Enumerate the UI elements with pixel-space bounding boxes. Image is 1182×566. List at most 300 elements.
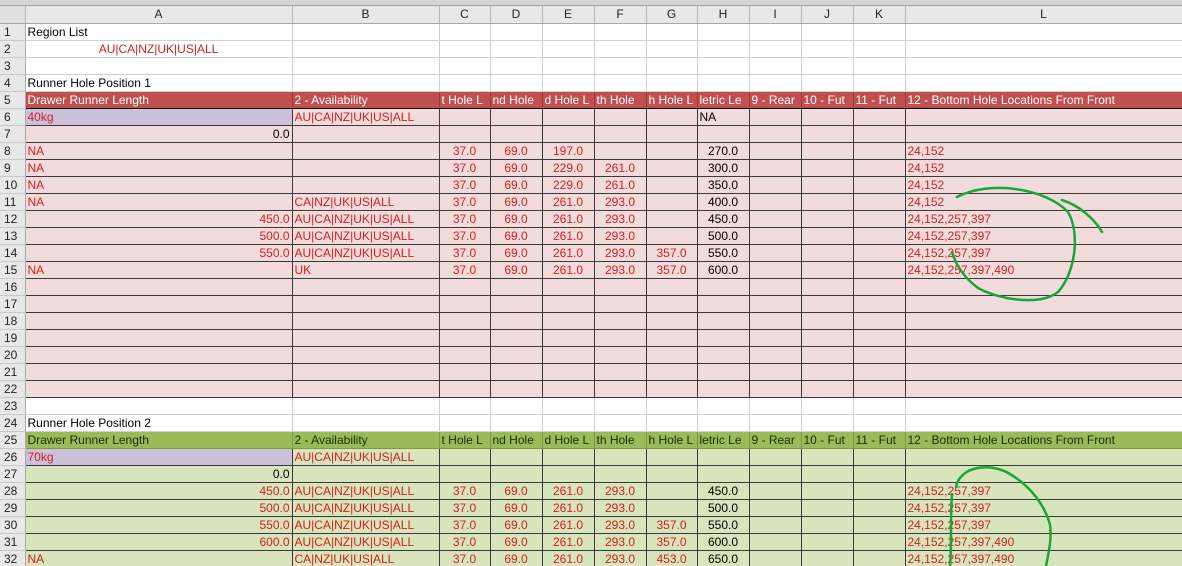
- column-header-A[interactable]: A: [25, 6, 292, 23]
- cell-I26[interactable]: [749, 448, 801, 465]
- cell-K9[interactable]: [853, 159, 905, 176]
- cell-G18[interactable]: [646, 312, 697, 329]
- cell-A4[interactable]: Runner Hole Position 1: [25, 74, 292, 91]
- cell-F7[interactable]: [594, 125, 646, 142]
- cell-K1[interactable]: [853, 23, 905, 40]
- cell-C13[interactable]: 37.0: [439, 227, 490, 244]
- cell-D24[interactable]: [490, 414, 542, 431]
- cell-F27[interactable]: [594, 465, 646, 482]
- cell-I14[interactable]: [749, 244, 801, 261]
- cell-J28[interactable]: [801, 482, 853, 499]
- row-header[interactable]: 6: [0, 108, 25, 125]
- cell-D26[interactable]: [490, 448, 542, 465]
- cell-C30[interactable]: 37.0: [439, 516, 490, 533]
- cell-E14[interactable]: 261.0: [542, 244, 594, 261]
- cell-C25[interactable]: t Hole L: [439, 431, 490, 448]
- cell-I28[interactable]: [749, 482, 801, 499]
- row-header[interactable]: 16: [0, 278, 25, 295]
- row-header[interactable]: 7: [0, 125, 25, 142]
- cell-L23[interactable]: [905, 397, 1182, 414]
- cell-C1[interactable]: [439, 23, 490, 40]
- cell-F13[interactable]: 293.0: [594, 227, 646, 244]
- cell-F19[interactable]: [594, 329, 646, 346]
- cell-F26[interactable]: [594, 448, 646, 465]
- cell-H23[interactable]: [697, 397, 749, 414]
- row-header[interactable]: 29: [0, 499, 25, 516]
- cell-E20[interactable]: [542, 346, 594, 363]
- cell-J32[interactable]: [801, 550, 853, 566]
- cell-A24[interactable]: Runner Hole Position 2: [25, 414, 292, 431]
- cell-H32[interactable]: 650.0: [697, 550, 749, 566]
- cell-E19[interactable]: [542, 329, 594, 346]
- cell-A21[interactable]: [25, 363, 292, 380]
- column-header-C[interactable]: C: [439, 6, 490, 23]
- cell-L2[interactable]: [905, 40, 1182, 57]
- cell-I29[interactable]: [749, 499, 801, 516]
- row-header[interactable]: 15: [0, 261, 25, 278]
- row-header[interactable]: 26: [0, 448, 25, 465]
- cell-J26[interactable]: [801, 448, 853, 465]
- cell-D13[interactable]: 69.0: [490, 227, 542, 244]
- cell-I27[interactable]: [749, 465, 801, 482]
- cell-H24[interactable]: [697, 414, 749, 431]
- cell-A31[interactable]: 600.0: [25, 533, 292, 550]
- cell-F14[interactable]: 293.0: [594, 244, 646, 261]
- cell-C23[interactable]: [439, 397, 490, 414]
- row-header[interactable]: 1: [0, 23, 25, 40]
- row-header[interactable]: 24: [0, 414, 25, 431]
- cell-J27[interactable]: [801, 465, 853, 482]
- cell-A11[interactable]: NA: [25, 193, 292, 210]
- cell-A15[interactable]: NA: [25, 261, 292, 278]
- cell-D18[interactable]: [490, 312, 542, 329]
- row-header[interactable]: 27: [0, 465, 25, 482]
- cell-E5[interactable]: d Hole L: [542, 91, 594, 108]
- cell-F4[interactable]: [594, 74, 646, 91]
- cell-C4[interactable]: [439, 74, 490, 91]
- cell-J2[interactable]: [801, 40, 853, 57]
- cell-C8[interactable]: 37.0: [439, 142, 490, 159]
- cell-F24[interactable]: [594, 414, 646, 431]
- cell-J8[interactable]: [801, 142, 853, 159]
- row-header[interactable]: 9: [0, 159, 25, 176]
- cell-D25[interactable]: nd Hole: [490, 431, 542, 448]
- cell-I7[interactable]: [749, 125, 801, 142]
- cell-J18[interactable]: [801, 312, 853, 329]
- cell-G14[interactable]: 357.0: [646, 244, 697, 261]
- cell-C26[interactable]: [439, 448, 490, 465]
- cell-E1[interactable]: [542, 23, 594, 40]
- cell-L4[interactable]: [905, 74, 1182, 91]
- cell-C19[interactable]: [439, 329, 490, 346]
- cell-B27[interactable]: [292, 465, 439, 482]
- cell-K29[interactable]: [853, 499, 905, 516]
- row-header[interactable]: 4: [0, 74, 25, 91]
- cell-A8[interactable]: NA: [25, 142, 292, 159]
- cell-D8[interactable]: 69.0: [490, 142, 542, 159]
- cell-J5[interactable]: 10 - Fut: [801, 91, 853, 108]
- cell-A32[interactable]: NA: [25, 550, 292, 566]
- cell-F2[interactable]: [594, 40, 646, 57]
- cell-H15[interactable]: 600.0: [697, 261, 749, 278]
- cell-H22[interactable]: [697, 380, 749, 397]
- cell-L13[interactable]: 24,152,257,397: [905, 227, 1182, 244]
- cell-K8[interactable]: [853, 142, 905, 159]
- select-all-corner[interactable]: [0, 6, 25, 23]
- cell-B21[interactable]: [292, 363, 439, 380]
- cell-H28[interactable]: 450.0: [697, 482, 749, 499]
- cell-G1[interactable]: [646, 23, 697, 40]
- cell-G4[interactable]: [646, 74, 697, 91]
- cell-I5[interactable]: 9 - Rear: [749, 91, 801, 108]
- cell-C2[interactable]: [439, 40, 490, 57]
- cell-I23[interactable]: [749, 397, 801, 414]
- cell-B25[interactable]: 2 - Availability: [292, 431, 439, 448]
- cell-B4[interactable]: [292, 74, 439, 91]
- cell-H4[interactable]: [697, 74, 749, 91]
- cell-I18[interactable]: [749, 312, 801, 329]
- cell-B10[interactable]: [292, 176, 439, 193]
- cell-D22[interactable]: [490, 380, 542, 397]
- row-header[interactable]: 28: [0, 482, 25, 499]
- cell-B24[interactable]: [292, 414, 439, 431]
- cell-G2[interactable]: [646, 40, 697, 57]
- cell-K6[interactable]: [853, 108, 905, 125]
- cell-H12[interactable]: 450.0: [697, 210, 749, 227]
- cell-L28[interactable]: 24,152,257,397: [905, 482, 1182, 499]
- cell-J11[interactable]: [801, 193, 853, 210]
- cell-L6[interactable]: [905, 108, 1182, 125]
- cell-D9[interactable]: 69.0: [490, 159, 542, 176]
- cell-A1[interactable]: Region List: [25, 23, 292, 40]
- cell-D5[interactable]: nd Hole: [490, 91, 542, 108]
- cell-K32[interactable]: [853, 550, 905, 566]
- row-header[interactable]: 32: [0, 550, 25, 566]
- cell-J16[interactable]: [801, 278, 853, 295]
- cell-D4[interactable]: [490, 74, 542, 91]
- row-header[interactable]: 20: [0, 346, 25, 363]
- cell-B15[interactable]: UK: [292, 261, 439, 278]
- cell-F6[interactable]: [594, 108, 646, 125]
- cell-C20[interactable]: [439, 346, 490, 363]
- cell-I12[interactable]: [749, 210, 801, 227]
- cell-E4[interactable]: [542, 74, 594, 91]
- cell-B31[interactable]: AU|CA|NZ|UK|US|ALL: [292, 533, 439, 550]
- cell-K25[interactable]: 11 - Fut: [853, 431, 905, 448]
- cell-C17[interactable]: [439, 295, 490, 312]
- cell-L14[interactable]: 24,152,257,397: [905, 244, 1182, 261]
- cell-I22[interactable]: [749, 380, 801, 397]
- cell-G27[interactable]: [646, 465, 697, 482]
- cell-C31[interactable]: 37.0: [439, 533, 490, 550]
- cell-B11[interactable]: CA|NZ|UK|US|ALL: [292, 193, 439, 210]
- cell-G19[interactable]: [646, 329, 697, 346]
- cell-H14[interactable]: 550.0: [697, 244, 749, 261]
- cell-D28[interactable]: 69.0: [490, 482, 542, 499]
- cell-C22[interactable]: [439, 380, 490, 397]
- cell-L8[interactable]: 24,152: [905, 142, 1182, 159]
- cell-A10[interactable]: NA: [25, 176, 292, 193]
- cell-K19[interactable]: [853, 329, 905, 346]
- cell-H5[interactable]: letric Le: [697, 91, 749, 108]
- cell-G5[interactable]: h Hole L: [646, 91, 697, 108]
- cell-F29[interactable]: 293.0: [594, 499, 646, 516]
- row-header[interactable]: 3: [0, 57, 25, 74]
- cell-H10[interactable]: 350.0: [697, 176, 749, 193]
- cell-K10[interactable]: [853, 176, 905, 193]
- cell-L29[interactable]: 24,152,257,397: [905, 499, 1182, 516]
- cell-J10[interactable]: [801, 176, 853, 193]
- cell-C10[interactable]: 37.0: [439, 176, 490, 193]
- cell-F23[interactable]: [594, 397, 646, 414]
- cell-G22[interactable]: [646, 380, 697, 397]
- cell-D16[interactable]: [490, 278, 542, 295]
- cell-B26[interactable]: AU|CA|NZ|UK|US|ALL: [292, 448, 439, 465]
- row-header[interactable]: 21: [0, 363, 25, 380]
- cell-F22[interactable]: [594, 380, 646, 397]
- cell-D27[interactable]: [490, 465, 542, 482]
- column-header-G[interactable]: G: [646, 6, 697, 23]
- column-header-B[interactable]: B: [292, 6, 439, 23]
- cell-A9[interactable]: NA: [25, 159, 292, 176]
- cell-B32[interactable]: CA|NZ|UK|US|ALL: [292, 550, 439, 566]
- cell-L22[interactable]: [905, 380, 1182, 397]
- cell-H27[interactable]: [697, 465, 749, 482]
- cell-A6[interactable]: 40kg: [25, 108, 292, 125]
- cell-L5[interactable]: 12 - Bottom Hole Locations From Front: [905, 91, 1182, 108]
- cell-I9[interactable]: [749, 159, 801, 176]
- cell-G3[interactable]: [646, 57, 697, 74]
- cell-G23[interactable]: [646, 397, 697, 414]
- cell-A18[interactable]: [25, 312, 292, 329]
- cell-C7[interactable]: [439, 125, 490, 142]
- cell-E9[interactable]: 229.0: [542, 159, 594, 176]
- cell-K12[interactable]: [853, 210, 905, 227]
- cell-A14[interactable]: 550.0: [25, 244, 292, 261]
- cell-I8[interactable]: [749, 142, 801, 159]
- cell-H21[interactable]: [697, 363, 749, 380]
- cell-B19[interactable]: [292, 329, 439, 346]
- row-header[interactable]: 30: [0, 516, 25, 533]
- cell-I10[interactable]: [749, 176, 801, 193]
- cell-A3[interactable]: [25, 57, 292, 74]
- cell-J6[interactable]: [801, 108, 853, 125]
- cell-F30[interactable]: 293.0: [594, 516, 646, 533]
- cell-H9[interactable]: 300.0: [697, 159, 749, 176]
- cell-B29[interactable]: AU|CA|NZ|UK|US|ALL: [292, 499, 439, 516]
- cell-G11[interactable]: [646, 193, 697, 210]
- cell-J22[interactable]: [801, 380, 853, 397]
- cell-J1[interactable]: [801, 23, 853, 40]
- cell-E26[interactable]: [542, 448, 594, 465]
- cell-A29[interactable]: 500.0: [25, 499, 292, 516]
- cell-G26[interactable]: [646, 448, 697, 465]
- row-header[interactable]: 22: [0, 380, 25, 397]
- cell-A16[interactable]: [25, 278, 292, 295]
- cell-I25[interactable]: 9 - Rear: [749, 431, 801, 448]
- cell-F17[interactable]: [594, 295, 646, 312]
- cell-C5[interactable]: t Hole L: [439, 91, 490, 108]
- cell-I17[interactable]: [749, 295, 801, 312]
- cell-B13[interactable]: AU|CA|NZ|UK|US|ALL: [292, 227, 439, 244]
- cell-A26[interactable]: 70kg: [25, 448, 292, 465]
- cell-E6[interactable]: [542, 108, 594, 125]
- cell-K24[interactable]: [853, 414, 905, 431]
- cell-E25[interactable]: d Hole L: [542, 431, 594, 448]
- cell-L10[interactable]: 24,152: [905, 176, 1182, 193]
- cell-L3[interactable]: [905, 57, 1182, 74]
- cell-G30[interactable]: 357.0: [646, 516, 697, 533]
- cell-I2[interactable]: [749, 40, 801, 57]
- cell-L7[interactable]: [905, 125, 1182, 142]
- cell-K26[interactable]: [853, 448, 905, 465]
- cell-L9[interactable]: 24,152: [905, 159, 1182, 176]
- cell-E32[interactable]: 261.0: [542, 550, 594, 566]
- cell-F32[interactable]: 293.0: [594, 550, 646, 566]
- cell-J21[interactable]: [801, 363, 853, 380]
- cell-E31[interactable]: 261.0: [542, 533, 594, 550]
- cell-I15[interactable]: [749, 261, 801, 278]
- cell-D29[interactable]: 69.0: [490, 499, 542, 516]
- cell-C24[interactable]: [439, 414, 490, 431]
- cell-I32[interactable]: [749, 550, 801, 566]
- cell-A23[interactable]: [25, 397, 292, 414]
- cell-L11[interactable]: 24,152: [905, 193, 1182, 210]
- cell-F25[interactable]: th Hole: [594, 431, 646, 448]
- cell-H8[interactable]: 270.0: [697, 142, 749, 159]
- cell-H3[interactable]: [697, 57, 749, 74]
- cell-H16[interactable]: [697, 278, 749, 295]
- cell-J23[interactable]: [801, 397, 853, 414]
- cell-L19[interactable]: [905, 329, 1182, 346]
- cell-L16[interactable]: [905, 278, 1182, 295]
- cell-J31[interactable]: [801, 533, 853, 550]
- cell-K28[interactable]: [853, 482, 905, 499]
- cell-L31[interactable]: 24,152,257,397,490: [905, 533, 1182, 550]
- cell-B30[interactable]: AU|CA|NZ|UK|US|ALL: [292, 516, 439, 533]
- cell-G24[interactable]: [646, 414, 697, 431]
- cell-E30[interactable]: 261.0: [542, 516, 594, 533]
- cell-F20[interactable]: [594, 346, 646, 363]
- cell-G6[interactable]: [646, 108, 697, 125]
- cell-B18[interactable]: [292, 312, 439, 329]
- cell-C28[interactable]: 37.0: [439, 482, 490, 499]
- cell-F28[interactable]: 293.0: [594, 482, 646, 499]
- cell-G29[interactable]: [646, 499, 697, 516]
- cell-G8[interactable]: [646, 142, 697, 159]
- row-header[interactable]: 11: [0, 193, 25, 210]
- cell-D23[interactable]: [490, 397, 542, 414]
- cell-E7[interactable]: [542, 125, 594, 142]
- cell-I6[interactable]: [749, 108, 801, 125]
- cell-L12[interactable]: 24,152,257,397: [905, 210, 1182, 227]
- row-header[interactable]: 10: [0, 176, 25, 193]
- cell-D17[interactable]: [490, 295, 542, 312]
- cell-C29[interactable]: 37.0: [439, 499, 490, 516]
- cell-L18[interactable]: [905, 312, 1182, 329]
- row-header[interactable]: 31: [0, 533, 25, 550]
- cell-I21[interactable]: [749, 363, 801, 380]
- cell-E10[interactable]: 229.0: [542, 176, 594, 193]
- cell-H31[interactable]: 600.0: [697, 533, 749, 550]
- cell-D20[interactable]: [490, 346, 542, 363]
- cell-I1[interactable]: [749, 23, 801, 40]
- cell-C11[interactable]: 37.0: [439, 193, 490, 210]
- cell-B8[interactable]: [292, 142, 439, 159]
- cell-K7[interactable]: [853, 125, 905, 142]
- cell-A20[interactable]: [25, 346, 292, 363]
- cell-A17[interactable]: [25, 295, 292, 312]
- row-header[interactable]: 2: [0, 40, 25, 57]
- cell-H19[interactable]: [697, 329, 749, 346]
- cell-I20[interactable]: [749, 346, 801, 363]
- cell-A27[interactable]: 0.0: [25, 465, 292, 482]
- cell-E21[interactable]: [542, 363, 594, 380]
- cell-J17[interactable]: [801, 295, 853, 312]
- cell-H17[interactable]: [697, 295, 749, 312]
- cell-J25[interactable]: 10 - Fut: [801, 431, 853, 448]
- cell-K4[interactable]: [853, 74, 905, 91]
- cell-B9[interactable]: [292, 159, 439, 176]
- cell-D11[interactable]: 69.0: [490, 193, 542, 210]
- cell-F10[interactable]: 261.0: [594, 176, 646, 193]
- cell-I11[interactable]: [749, 193, 801, 210]
- cell-B20[interactable]: [292, 346, 439, 363]
- cell-A7[interactable]: 0.0: [25, 125, 292, 142]
- cell-G28[interactable]: [646, 482, 697, 499]
- column-header-F[interactable]: F: [594, 6, 646, 23]
- cell-I13[interactable]: [749, 227, 801, 244]
- cell-C16[interactable]: [439, 278, 490, 295]
- cell-H30[interactable]: 550.0: [697, 516, 749, 533]
- cell-B2[interactable]: [292, 40, 439, 57]
- cell-G12[interactable]: [646, 210, 697, 227]
- column-header-I[interactable]: I: [749, 6, 801, 23]
- cell-K18[interactable]: [853, 312, 905, 329]
- cell-E3[interactable]: [542, 57, 594, 74]
- cell-F3[interactable]: [594, 57, 646, 74]
- cell-K20[interactable]: [853, 346, 905, 363]
- cell-E15[interactable]: 261.0: [542, 261, 594, 278]
- cell-F21[interactable]: [594, 363, 646, 380]
- cell-G31[interactable]: 357.0: [646, 533, 697, 550]
- cell-L27[interactable]: [905, 465, 1182, 482]
- cell-L17[interactable]: [905, 295, 1182, 312]
- column-header-L[interactable]: L: [905, 6, 1182, 23]
- cell-A12[interactable]: 450.0: [25, 210, 292, 227]
- cell-D15[interactable]: 69.0: [490, 261, 542, 278]
- cell-K23[interactable]: [853, 397, 905, 414]
- cell-D19[interactable]: [490, 329, 542, 346]
- cell-K13[interactable]: [853, 227, 905, 244]
- row-header[interactable]: 17: [0, 295, 25, 312]
- cell-B23[interactable]: [292, 397, 439, 414]
- cell-B28[interactable]: AU|CA|NZ|UK|US|ALL: [292, 482, 439, 499]
- cell-H2[interactable]: [697, 40, 749, 57]
- cell-D10[interactable]: 69.0: [490, 176, 542, 193]
- cell-F16[interactable]: [594, 278, 646, 295]
- cell-G15[interactable]: 357.0: [646, 261, 697, 278]
- row-header[interactable]: 23: [0, 397, 25, 414]
- cell-G20[interactable]: [646, 346, 697, 363]
- cell-E17[interactable]: [542, 295, 594, 312]
- cell-A22[interactable]: [25, 380, 292, 397]
- cell-H11[interactable]: 400.0: [697, 193, 749, 210]
- cell-C6[interactable]: [439, 108, 490, 125]
- spreadsheet-grid[interactable]: [0, 6, 1182, 566]
- cell-D3[interactable]: [490, 57, 542, 74]
- row-header[interactable]: 13: [0, 227, 25, 244]
